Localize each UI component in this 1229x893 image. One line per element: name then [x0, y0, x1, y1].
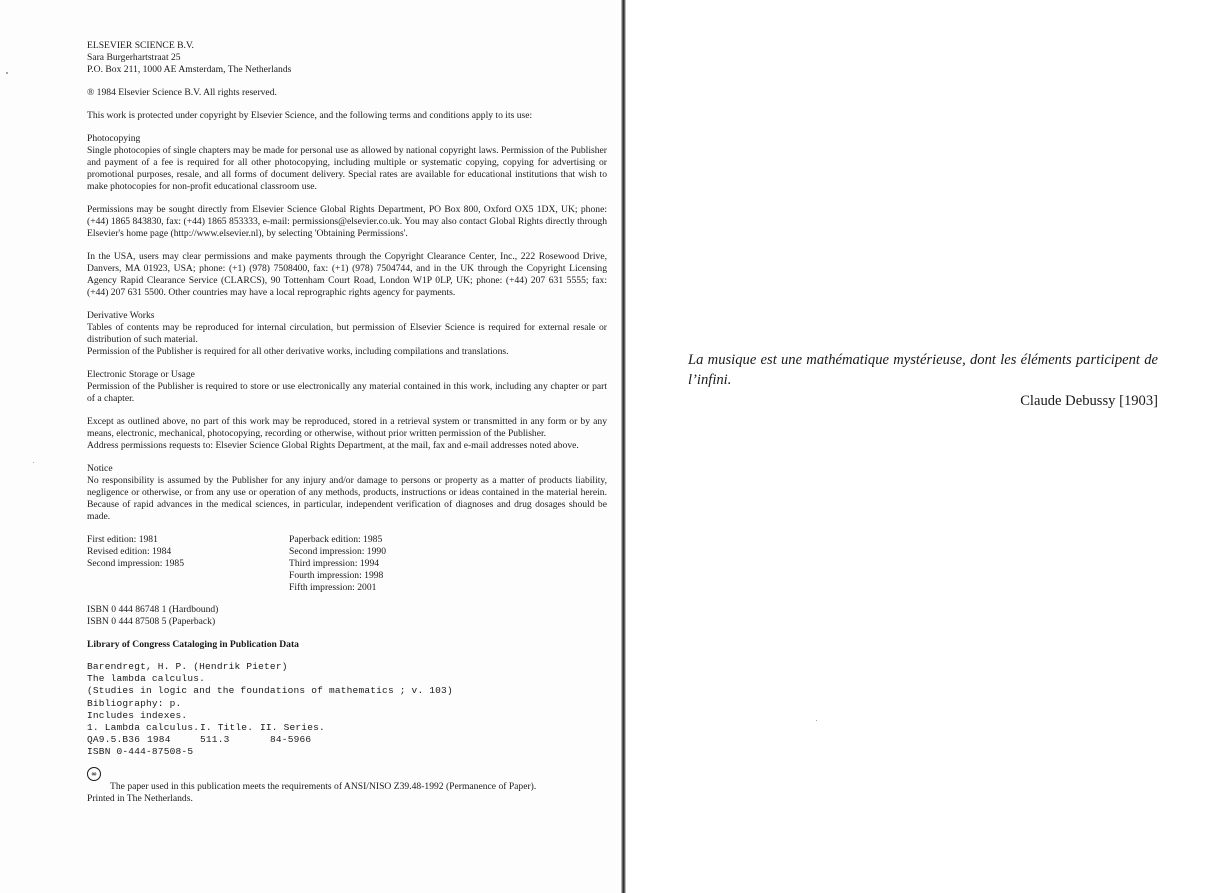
- edition-column-right: [289, 534, 491, 594]
- scan-speck: [816, 720, 817, 721]
- printed-in: Printed in The Netherlands.: [87, 792, 193, 804]
- isbn-paperback: ISBN 0 444 87508 5 (Paperback): [87, 616, 216, 627]
- paper-note-text: The paper used in this publication meets the requirements of ANSI/NISO Z39.48-1992 (Permanence of Paper).: [110, 780, 537, 792]
- notice-paragraph: No responsibility is assumed by the Publisher for any injury and/or damage to persons or property as a matter of products liability, negligence or otherwise, or from any use or operation of any methods, products, instructions or ideas contained in the material herein. Because of rapid advances in the medical sciences, in particular, independent verification of diagnoses and drug dosages should be made.: [87, 475, 607, 522]
- edition-history: [87, 534, 607, 594]
- cip-isbn: ISBN 0-444-87508-5: [87, 746, 194, 758]
- edition-entry: Second impression: 1985: [87, 558, 184, 569]
- derivative-heading: Derivative Works: [87, 310, 155, 321]
- cip-year: 1984: [147, 734, 171, 746]
- edition-entry: Revised edition: 1984: [87, 546, 172, 557]
- publisher-postal: P.O. Box 211, 1000 AE Amsterdam, The Netherlands: [87, 64, 292, 75]
- paper-note: [87, 769, 607, 805]
- edition-entry: First edition: 1981: [87, 534, 158, 545]
- cip-dewey: 511.3: [200, 734, 230, 746]
- edition-entry: Fifth impression: 2001: [289, 582, 377, 593]
- photocopying-paragraph: Single photocopies of single chapters may be made for personal use as allowed by national copyright laws. Permission of the Publisher and payment of a fee is required for all other photocopying, including multiple or systematic copying, copying for advertising or promotional purposes, resale, and all forms of document delivery. Special rates are available for educational institutions that wish to make photocopies for non-profit educational classroom use.: [87, 145, 607, 192]
- epigraph-quote: La musique est une mathématique mystérieuse, dont les éléments participent de l’infini.: [688, 352, 1158, 388]
- cip-subject: II. Series.: [260, 721, 325, 733]
- photocopying-heading: Photocopying: [87, 133, 141, 144]
- copyright-line: ® 1984 Elsevier Science B.V. All rights reserved.: [87, 87, 277, 98]
- intro-text: This work is protected under copyright by Elsevier Science, and the following terms and conditions apply to its use:: [87, 110, 533, 121]
- isbn-hardbound: ISBN 0 444 86748 1 (Hardbound): [87, 604, 219, 615]
- scan-speck: [6, 72, 8, 74]
- right-page: [626, 0, 1229, 893]
- scan-speck: [33, 462, 34, 463]
- publisher-name: ELSEVIER SCIENCE B.V.: [87, 40, 194, 51]
- derivative-paragraph: Tables of contents may be reproduced for internal circulation, but permission of Elsevier Science is required for external resale or distribution of such material.: [87, 322, 607, 345]
- edition-entry: Third impression: 1994: [289, 558, 380, 569]
- cip-call-number: QA9.5.B36: [87, 734, 141, 746]
- cip-classification: [87, 734, 607, 746]
- storage-heading: Electronic Storage or Usage: [87, 369, 195, 380]
- usa-permissions-paragraph: In the USA, users may clear permissions and make payments through the Copyright Clearance Center, Inc., 222 Rosewood Drive, Danvers, MA 01923, USA; phone: (+1) (978) 7508400, fax: (+1) (978) 7504744, and in the UK through the Copyright Licensing Agency Rapid Clearance Service (CLARCS), 90 Tottenham Court Road, London W1P 0LP, UK; phone: (+44) 207 631 5555; fax: (+44) 207 631 5500. Other countries may have a local reprographic rights agency for payments.: [87, 251, 607, 298]
- edition-column-left: [87, 534, 289, 594]
- copyright-page: [87, 40, 607, 805]
- cip-record: [87, 661, 607, 759]
- cip-author: Barendregt, H. P. (Hendrik Pieter): [87, 661, 288, 672]
- edition-entry: Paperback edition: 1985: [289, 534, 383, 545]
- cip-bibliography: Bibliography: p.: [87, 697, 182, 709]
- cip-title: The lambda calculus.: [87, 673, 206, 685]
- epigraph-author: Claude Debussy [1903]: [1020, 393, 1158, 409]
- permissions-paragraph: Permissions may be sought directly from Elsevier Science Global Rights Department, PO Box 800, Oxford OX5 1DX, UK; phone: (+44) 1865 843830, fax: (+44) 1865 853333, e-mail: permissions@elsevier.co.uk. You may also contact Global Rights directly through Elsevier's home page (http://www.elsevier.nl), by selecting 'Obtaining Permissions'.: [87, 204, 607, 239]
- cip-series: (Studies in logic and the foundations of mathematics ; v. 103): [87, 685, 453, 697]
- notice-heading: Notice: [87, 463, 113, 474]
- cip-subject: 1. Lambda calculus.: [87, 721, 200, 733]
- storage-paragraph: Permission of the Publisher is required to store or use electronically any material contained in this work, including any chapter or part of a chapter.: [87, 381, 607, 404]
- permanence-of-paper-icon: ∞: [87, 767, 101, 781]
- cip-subjects: [87, 722, 607, 734]
- epigraph: [688, 350, 1158, 410]
- cip-lccn: 84-5966: [270, 734, 312, 746]
- cip-subject: I. Title.: [200, 721, 254, 733]
- derivative-paragraph-2: Permission of the Publisher is required for all other derivative works, including compilations and translations.: [87, 346, 509, 357]
- address-paragraph: Address permissions requests to: Elsevier Science Global Rights Department, at the mail, fax and e-mail addresses noted above.: [87, 440, 579, 451]
- loc-heading: Library of Congress Cataloging in Publication Data: [87, 639, 299, 650]
- cip-indexes: Includes indexes.: [87, 709, 188, 721]
- edition-entry: Fourth impression: 1998: [289, 570, 384, 581]
- publisher-street: Sara Burgerhartstraat 25: [87, 52, 181, 63]
- edition-entry: Second impression: 1990: [289, 546, 386, 557]
- except-paragraph: Except as outlined above, no part of this work may be reproduced, stored in a retrieval system or transmitted in any form or by any means, electronic, mechanical, photocopying, recording or otherwise, without prior written permission of the Publisher.: [87, 416, 607, 439]
